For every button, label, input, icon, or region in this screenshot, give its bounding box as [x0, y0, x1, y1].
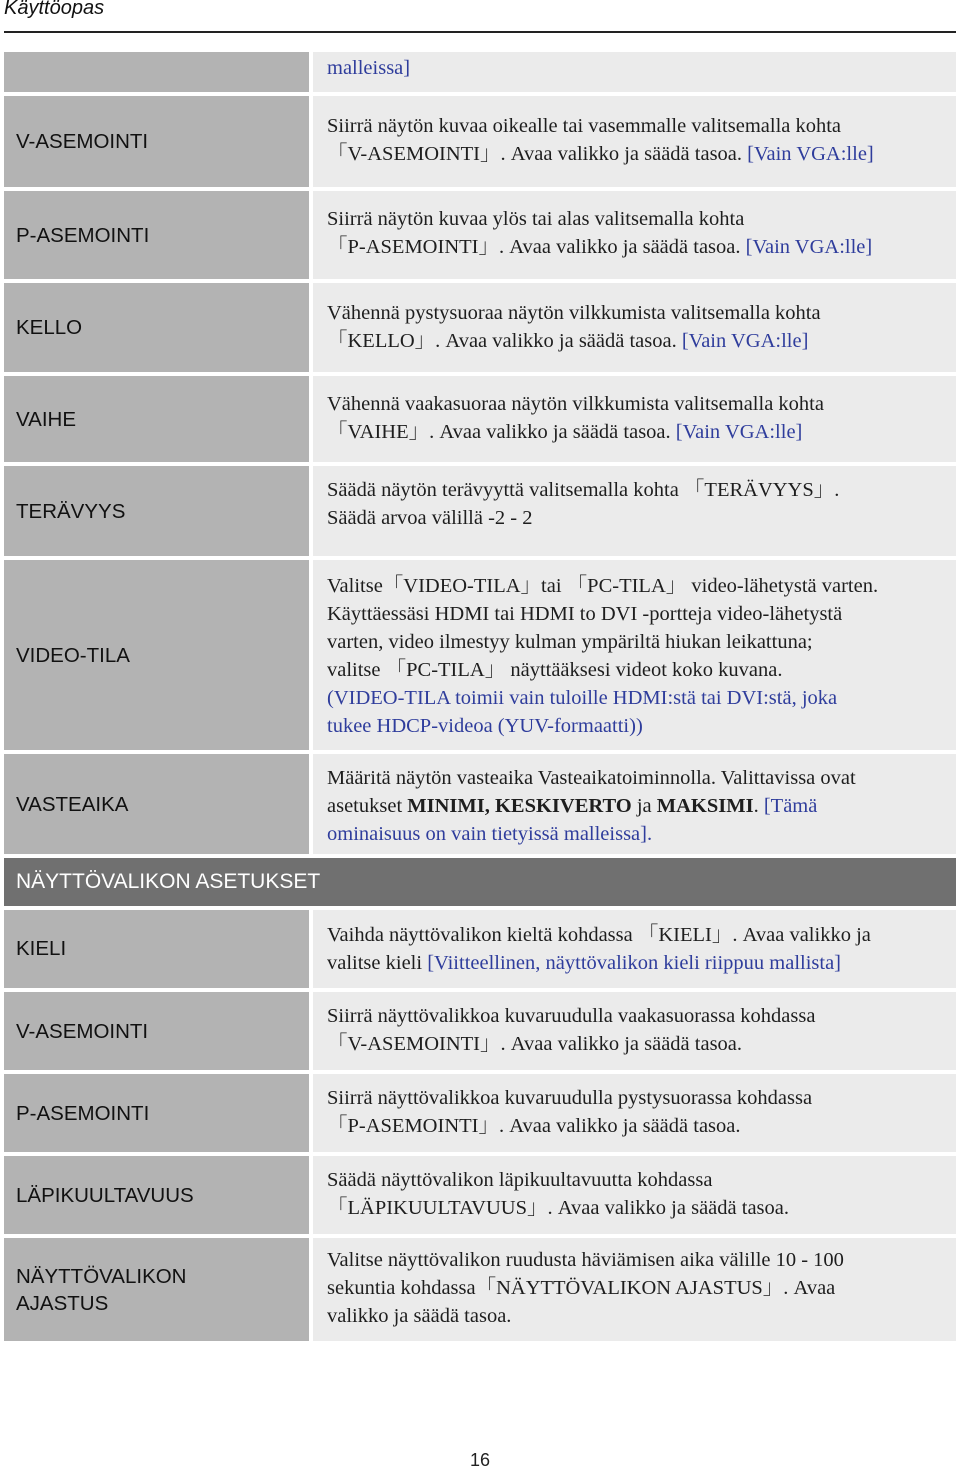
desc-line: Säädä näyttövalikon läpikuultavuutta kohdassa [327, 1169, 713, 1191]
table-row-vasteaika [4, 754, 956, 854]
table-row-continuation [4, 52, 956, 92]
desc-line: Valitse näyttövalikon ruudusta häviämisen aika välille 10 - 100 [327, 1249, 844, 1271]
row-label: TERÄVYYS [4, 466, 309, 556]
row-description [313, 754, 956, 854]
table-row-kello [4, 283, 956, 372]
table-row-kieli [4, 910, 956, 988]
desc-line: sekuntia kohdassa「NÄYTTÖVALIKON AJASTUS」. Avaa [327, 1277, 836, 1299]
desc-note-line: ominaisuus on vain tietyissä malleissa]. [327, 823, 653, 845]
desc-line: 「V-ASEMOINTI」. Avaa valikko ja säädä tasoa. [327, 1033, 743, 1055]
row-label-empty [4, 52, 309, 92]
desc-line: Säädä näytön terävyyttä valitsemalla kohta 「TERÄVYYS」. [327, 479, 840, 501]
row-description [313, 1238, 956, 1341]
option-bold: MINIMI, KESKIVERTO [407, 795, 632, 817]
table-row-vaihe [4, 376, 956, 462]
desc-text: asetukset [327, 795, 408, 817]
desc-line: Siirrä näytön kuvaa oikealle tai vasemmalle valitsemalla kohta [327, 115, 842, 137]
row-description [313, 376, 956, 462]
desc-line [327, 949, 948, 977]
desc-line [327, 418, 948, 446]
desc-line: 「P-ASEMOINTI」. Avaa valikko ja säädä tasoa. [327, 1115, 741, 1137]
desc-line: Siirrä näyttövalikkoa kuvaruudulla vaakasuorassa kohdassa [327, 1005, 816, 1027]
row-label: V-ASEMOINTI [4, 992, 309, 1070]
desc-text: . [753, 795, 764, 817]
desc-line: Käyttäessäsi HDMI tai HDMI to DVI -portteja video-lähetystä [327, 603, 843, 625]
row-description [313, 96, 956, 187]
desc-line: 「LÄPIKUULTAVUUS」. Avaa valikko ja säädä tasoa. [327, 1197, 790, 1219]
desc-line: valikko ja säädä tasoa. [327, 1305, 512, 1327]
desc-line: varten, video ilmestyy kulman ympäriltä hiukan leikattuna; [327, 631, 813, 653]
model-note: [Tämä [763, 795, 818, 817]
desc-line: Vaihda näyttövalikon kieltä kohdassa 「KIELI」. Avaa valikko ja [327, 924, 871, 946]
vga-note: [Vain VGA:lle] [747, 143, 874, 165]
desc-line: Vähennä pystysuoraa näytön vilkkumista valitsemalla kohta [327, 302, 821, 324]
desc-line: valitse 「PC-TILA」 näyttääksesi videot koko kuvana. [327, 659, 783, 681]
desc-text: 「KELLO」. Avaa valikko ja säädä tasoa. [327, 330, 682, 352]
header-rule [4, 31, 956, 33]
vga-note: [Vain VGA:lle] [681, 330, 809, 352]
table-row-osd-timeout [4, 1238, 956, 1341]
desc-line [327, 140, 948, 168]
table-row-v-asemointi [4, 96, 956, 187]
row-label: VIDEO-TILA [4, 560, 309, 750]
row-description [313, 560, 956, 750]
row-description [313, 283, 956, 372]
vga-note: [Vain VGA:lle] [675, 421, 803, 443]
row-label [4, 1238, 309, 1341]
desc-text: 「P-ASEMOINTI」. Avaa valikko ja säädä tasoa. [327, 236, 746, 258]
document-title: Käyttöopas [4, 0, 105, 19]
desc-note-line: tukee HDCP-videoa (YUV-formaatti)) [327, 715, 643, 737]
table-row-p-asemointi [4, 191, 956, 279]
row-label-line: AJASTUS [16, 1291, 109, 1315]
desc-note-line: (VIDEO-TILA toimii vain tuloille HDMI:stä tai DVI:stä, joka [327, 687, 838, 709]
desc-line: Säädä arvoa välillä -2 - 2 [327, 507, 533, 529]
desc-text: 「VAIHE」. Avaa valikko ja säädä tasoa. [327, 421, 676, 443]
desc-line [327, 233, 948, 261]
row-label: VAIHE [4, 376, 309, 462]
table-row-osd-v-asemointi [4, 992, 956, 1070]
desc-line: Siirrä näyttövalikkoa kuvaruudulla pystysuorassa kohdassa [327, 1087, 813, 1109]
row-label: KIELI [4, 910, 309, 988]
table-row-teravyys [4, 466, 956, 556]
row-description [313, 1156, 956, 1234]
desc-line: Siirrä näytön kuvaa ylös tai alas valitsemalla kohta [327, 208, 745, 230]
row-description [313, 910, 956, 988]
desc-line: Vähennä vaakasuoraa näytön vilkkumista valitsemalla kohta [327, 393, 824, 415]
row-label: V-ASEMOINTI [4, 96, 309, 187]
row-description [313, 52, 956, 92]
row-description [313, 466, 956, 556]
row-label: VASTEAIKA [4, 754, 309, 854]
table-row-osd-p-asemointi [4, 1074, 956, 1152]
desc-text: ja [631, 795, 657, 817]
row-label: KELLO [4, 283, 309, 372]
row-label: LÄPIKUULTAVUUS [4, 1156, 309, 1234]
row-description [313, 992, 956, 1070]
table-row-video-tila [4, 560, 956, 750]
desc-line [327, 792, 948, 820]
section-header-osd-settings: NÄYTTÖVALIKON ASETUKSET [4, 858, 956, 906]
desc-line: Määritä näytön vasteaika Vasteaikatoiminnolla. Valittavissa ovat [327, 767, 856, 789]
note-text: malleissa] [327, 57, 411, 79]
row-description [313, 1074, 956, 1152]
desc-text: valitse kieli [327, 952, 428, 974]
row-label-line: NÄYTTÖVALIKON [16, 1264, 187, 1288]
option-bold: MAKSIMI [656, 795, 754, 817]
language-note: [Viitteellinen, näyttövalikon kieli riippuu mallista] [427, 952, 842, 974]
row-description [313, 191, 956, 279]
table-row-lapikuultavuus [4, 1156, 956, 1234]
desc-line [327, 327, 948, 355]
page-number: 16 [469, 1450, 491, 1470]
row-label: P-ASEMOINTI [4, 1074, 309, 1152]
vga-note: [Vain VGA:lle] [745, 236, 873, 258]
row-label: P-ASEMOINTI [4, 191, 309, 279]
desc-line: Valitse「VIDEO-TILA」tai 「PC-TILA」 video-lähetystä varten. [327, 575, 879, 597]
desc-text: 「V-ASEMOINTI」. Avaa valikko ja säädä tasoa. [327, 143, 748, 165]
